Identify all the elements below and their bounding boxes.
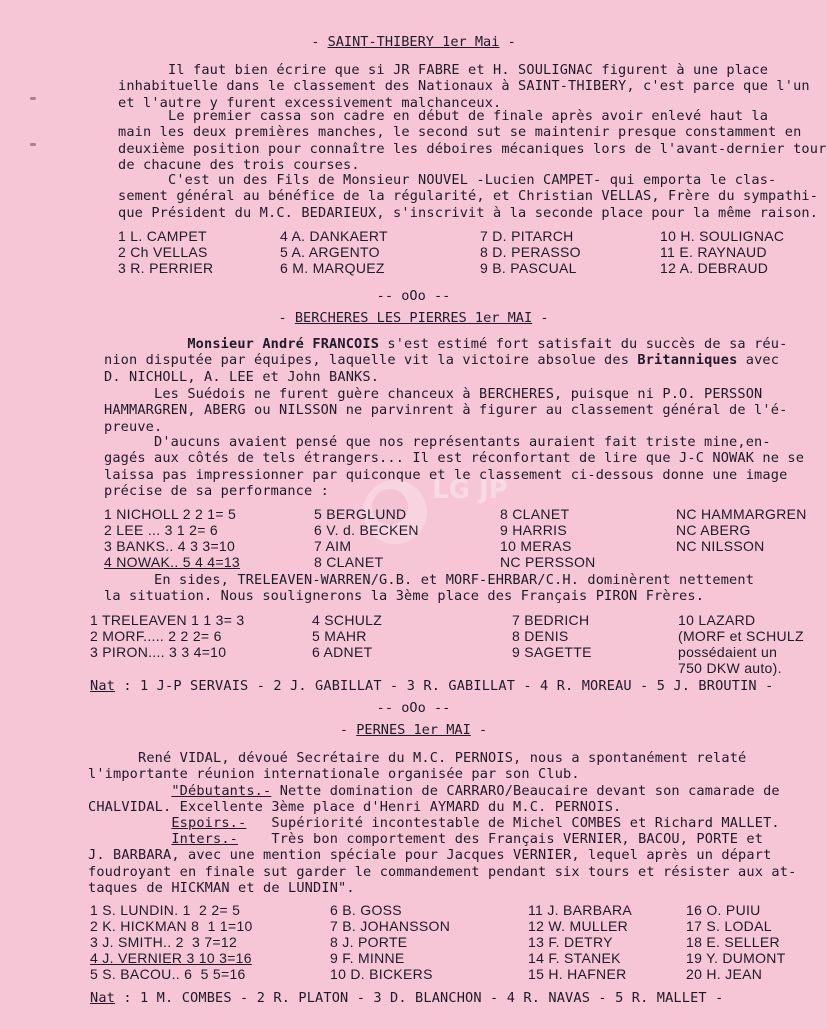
result-entry: 8 J. PORTE	[330, 934, 408, 950]
s1-results-col-3	[480, 228, 581, 276]
s2-paragraph-2	[104, 386, 787, 435]
nat-text: : 1 M. COMBES - 2 R. PLATON - 3 D. BLANCHON - 4 R. NAVAS - 5 R. MALLET -	[115, 990, 724, 1006]
text-line: HAMMARGREN, ABERG ou NILSSON ne parvinrent à figurer au classement général de l'é-	[104, 402, 788, 419]
s2-sides-col-4	[678, 612, 804, 676]
s2-paragraph-4	[104, 572, 754, 605]
result-entry: 3 J. SMITH.. 2 3 7=12	[90, 934, 238, 950]
result-entry: NC HAMMARGREN	[676, 506, 807, 522]
s1-results-col-1	[118, 228, 213, 276]
text-fragment: avec	[737, 352, 780, 369]
text-line: la situation. Nous soulignerons la 3ème place des Français PIRON Frères.	[104, 588, 705, 605]
result-entry: 2 LEE ... 3 1 2= 6	[104, 522, 218, 538]
result-entry: NC NILSSON	[676, 538, 765, 554]
s2-results-col-3	[500, 506, 596, 570]
nat-text: : 1 J-P SERVAIS - 2 J. GABILLAT - 3 R. GABILLAT - 4 R. MOREAU - 5 J. BROUTIN -	[115, 678, 774, 694]
text-line: que Président du M.C. BEDARIEUX, s'inscrivit à la seconde place pour la même raison.	[118, 204, 819, 221]
result-entry: 2 K. HICKMAN 8 1 1=10	[90, 918, 253, 934]
result-entry: 5 S. BACOU.. 6 5 5=16	[90, 966, 246, 982]
result-entry: 6 V. d. BECKEN	[314, 522, 419, 538]
section-title-saint-thibery: - SAINT-THIBERY 1er Mai -	[311, 34, 516, 50]
s3-results-col-2	[330, 902, 450, 982]
inters-label: Inters.-	[171, 831, 239, 847]
result-entry: 6 ADNET	[312, 644, 373, 660]
text-line: CHALVIDAL. Excellente 3ème place d'Henri AYMARD du M.C. PERNOIS.	[88, 799, 622, 816]
s2-results-col-2	[314, 506, 419, 570]
text-line: inhabituelle dans le classement des Nationaux à SAINT-THIBERY, c'est parce que l'un	[118, 78, 810, 95]
result-entry: 8 CLANET	[500, 506, 570, 522]
result-entry: 9 B. PASCUAL	[480, 260, 577, 276]
text-fragment: s'est estimé fort satisfait du succès de sa réu-	[379, 336, 788, 352]
s3-national-results	[90, 990, 723, 1006]
result-entry: 10 LAZARD	[678, 612, 756, 628]
section-title-pernes: - PERNES 1er MAI -	[339, 722, 488, 738]
result-entry: 11 E. RAYNAUD	[660, 244, 767, 260]
text-line: D'aucuns avaient pensé que nos représentants auraient fait triste mine,en-	[104, 434, 771, 450]
text-line: foudroyant en finale sut garder le commandement pendant six tours et résister aux at-	[88, 863, 797, 880]
text-line: main les deux premières manches, le second sut se maintenir presque constamment en	[118, 124, 802, 141]
result-entry: 750 DKW auto).	[678, 660, 782, 676]
text-line: René VIDAL, dévoué Secrétaire du M.C. PERNOIS, nous a spontanément relaté	[88, 750, 747, 766]
title-text: BERCHERES LES PIERRES 1er MAI	[294, 310, 533, 326]
result-entry: 9 HARRIS	[500, 522, 567, 538]
s2-results-col-1	[104, 506, 240, 570]
result-entry: 5 BERGLUND	[314, 506, 407, 522]
s1-results-col-2	[280, 228, 388, 276]
result-entry: 6 B. GOSS	[330, 902, 402, 918]
text-line: Le premier cassa son cadre en début de finale après avoir enlevé haut la	[118, 108, 769, 124]
result-entry: 13 F. DETRY	[528, 934, 613, 950]
text-line: deuxième position pour connaître les déboires mécaniques lors de l'avant-dernier tour	[118, 140, 827, 157]
result-entry-underlined: 4 J. VERNIER 3 10 3=16	[90, 950, 252, 966]
result-entry: 3 PIRON.... 3 3 4=10	[90, 644, 227, 660]
punch-mark	[30, 143, 36, 146]
result-entry: 9 SAGETTE	[512, 644, 592, 660]
result-entry: 17 S. LODAL	[686, 918, 772, 934]
text-line: taques de HICKMAN et de LUNDIN".	[88, 879, 355, 896]
result-entry: 4 A. DANKAERT	[280, 228, 388, 244]
result-entry: 5 MAHR	[312, 628, 367, 644]
text-line: laissa pas impressionner par quiconque et le classement ci-dessous donne une image	[104, 466, 788, 483]
result-entry: 10 MERAS	[500, 538, 572, 554]
result-entry: 12 W. MULLER	[528, 918, 629, 934]
result-entry-underlined: 4 NOWAK.. 5 4 4=13	[104, 554, 241, 570]
result-entry: NC ABERG	[676, 522, 751, 538]
text-bold: Britanniques	[637, 352, 738, 369]
result-entry: 14 F. STANEK	[528, 950, 621, 966]
result-entry: 7 B. JOHANSSON	[330, 918, 451, 934]
result-entry: 7 D. PITARCH	[480, 228, 574, 244]
result-entry: 20 H. JEAN	[686, 966, 763, 982]
text-line: Les Suédois ne furent guère chanceux à BERCHERES, puisque ni P.O. PERSSON	[104, 386, 763, 402]
result-entry: 2 MORF..... 2 2 2= 6	[90, 628, 222, 644]
text-line: C'est un des Fils de Monsieur NOUVEL -Lucien CAMPET- qui emporta le clas-	[118, 172, 777, 188]
title-text: PERNES 1er MAI	[356, 722, 471, 738]
result-entry: 1 S. LUNDIN. 1 2 2= 5	[90, 902, 241, 918]
s3-debutants	[88, 783, 780, 816]
text-line: précise de sa performance :	[104, 482, 330, 499]
result-entry: possédaient un	[678, 644, 778, 660]
result-entry: NC PERSSON	[500, 554, 596, 570]
text-line: l'importante réunion internationale organisée par son Club.	[88, 766, 580, 783]
result-entry: 4 SCHULZ	[312, 612, 383, 628]
debutants-label: "Débutants.-	[171, 783, 272, 799]
text-line: de chacune des trois courses.	[118, 156, 360, 173]
text-fragment: nion disputée par équipes, laquelle vit la victoire absolue des	[104, 352, 638, 369]
separator: -- oOo --	[376, 700, 451, 716]
s2-sides-col-3	[512, 612, 592, 660]
s1-results-col-4	[660, 228, 784, 276]
s3-results-col-1	[90, 902, 253, 982]
text-line: J. BARBARA, avec une mention spéciale pour Jacques VERNIER, lequel après un départ	[88, 847, 772, 864]
s2-national-results	[90, 678, 773, 694]
result-entry: 18 E. SELLER	[686, 934, 780, 950]
s3-espoirs	[88, 815, 780, 831]
nat-label: Nat	[90, 678, 116, 694]
text-fragment: Nette domination de CARRARO/Beaucaire devant son camarade de	[271, 783, 780, 799]
result-entry: 9 F. MINNE	[330, 950, 405, 966]
separator: -- oOo --	[376, 288, 451, 304]
s3-paragraph-1	[88, 750, 746, 783]
result-entry: 8 DENIS	[512, 628, 569, 644]
watermark-text: LG JP	[432, 475, 508, 505]
result-entry: 7 BEDRICH	[512, 612, 590, 628]
result-entry: 10 H. SOULIGNAC	[660, 228, 785, 244]
s3-results-col-3	[528, 902, 632, 982]
text-line: D. NICHOLL, A. LEE et John BANKS.	[104, 368, 380, 385]
text-line: En sides, TRELEAVEN-WARREN/G.B. et MORF-EHRBAR/C.H. dominèrent nettement	[104, 572, 755, 588]
result-entry: 19 Y. DUMONT	[686, 950, 786, 966]
result-entry: 1 L. CAMPET	[118, 228, 207, 244]
result-entry: 5 A. ARGENTO	[280, 244, 380, 260]
result-entry: 6 M. MARQUEZ	[280, 260, 385, 276]
s1-paragraph-2	[118, 108, 826, 173]
result-entry: 3 R. PERRIER	[118, 260, 214, 276]
text-line: sement général au bénéfice de la régularité, et Christian VELLAS, Frère du sympathi-	[118, 188, 819, 205]
result-entry: (MORF et SCHULZ	[678, 628, 804, 644]
name-bold: Monsieur André FRANCOIS	[187, 336, 380, 352]
s1-paragraph-3	[118, 172, 818, 221]
result-entry: 1 TRELEAVEN 1 1 3= 3	[90, 612, 245, 628]
result-entry: 3 BANKS.. 4 3 3=10	[104, 538, 236, 554]
s2-results-col-4	[676, 506, 807, 554]
text-line: gagés aux côtés de tels étrangers... Il est réconfortant de lire que J-C NOWAK ne se	[104, 450, 805, 467]
text-line: Il faut bien écrire que si JR FABRE et H. SOULIGNAC figurent à une place	[118, 62, 769, 78]
result-entry: 8 CLANET	[314, 554, 384, 570]
s2-sides-col-1	[90, 612, 245, 660]
text-fragment: Très bon comportement des Français VERNIER, BACOU, PORTE et	[238, 831, 764, 847]
s3-inters	[88, 831, 796, 896]
title-text: SAINT-THIBERY 1er Mai	[327, 34, 500, 50]
result-entry: 16 O. PUIU	[686, 902, 761, 918]
s1-paragraph-1	[118, 62, 810, 111]
text-line: et l'autre y furent excessivement malchanceux.	[118, 94, 502, 111]
espoirs-label: Espoirs.-	[171, 815, 247, 831]
result-entry: 7 AIM	[314, 538, 352, 554]
s2-paragraph-1	[104, 336, 787, 385]
result-entry: 1 NICHOLL 2 2 1= 5	[104, 506, 237, 522]
result-entry: 12 A. DEBRAUD	[660, 260, 769, 276]
section-title-bercheres: - BERCHERES LES PIERRES 1er MAI -	[278, 310, 549, 326]
punch-mark	[30, 97, 36, 100]
result-entry: 2 Ch VELLAS	[118, 244, 208, 260]
text-line: preuve.	[104, 418, 163, 435]
s2-sides-col-2	[312, 612, 382, 660]
result-entry: 15 H. HAFNER	[528, 966, 627, 982]
result-entry: 11 J. BARBARA	[528, 902, 633, 918]
result-entry: 8 D. PERASSO	[480, 244, 581, 260]
nat-label: Nat	[90, 990, 116, 1006]
text-fragment: Supériorité incontestable de Michel COMBES et Richard MALLET.	[246, 815, 780, 831]
result-entry: 10 D. BICKERS	[330, 966, 433, 982]
s3-results-col-4	[686, 902, 786, 982]
